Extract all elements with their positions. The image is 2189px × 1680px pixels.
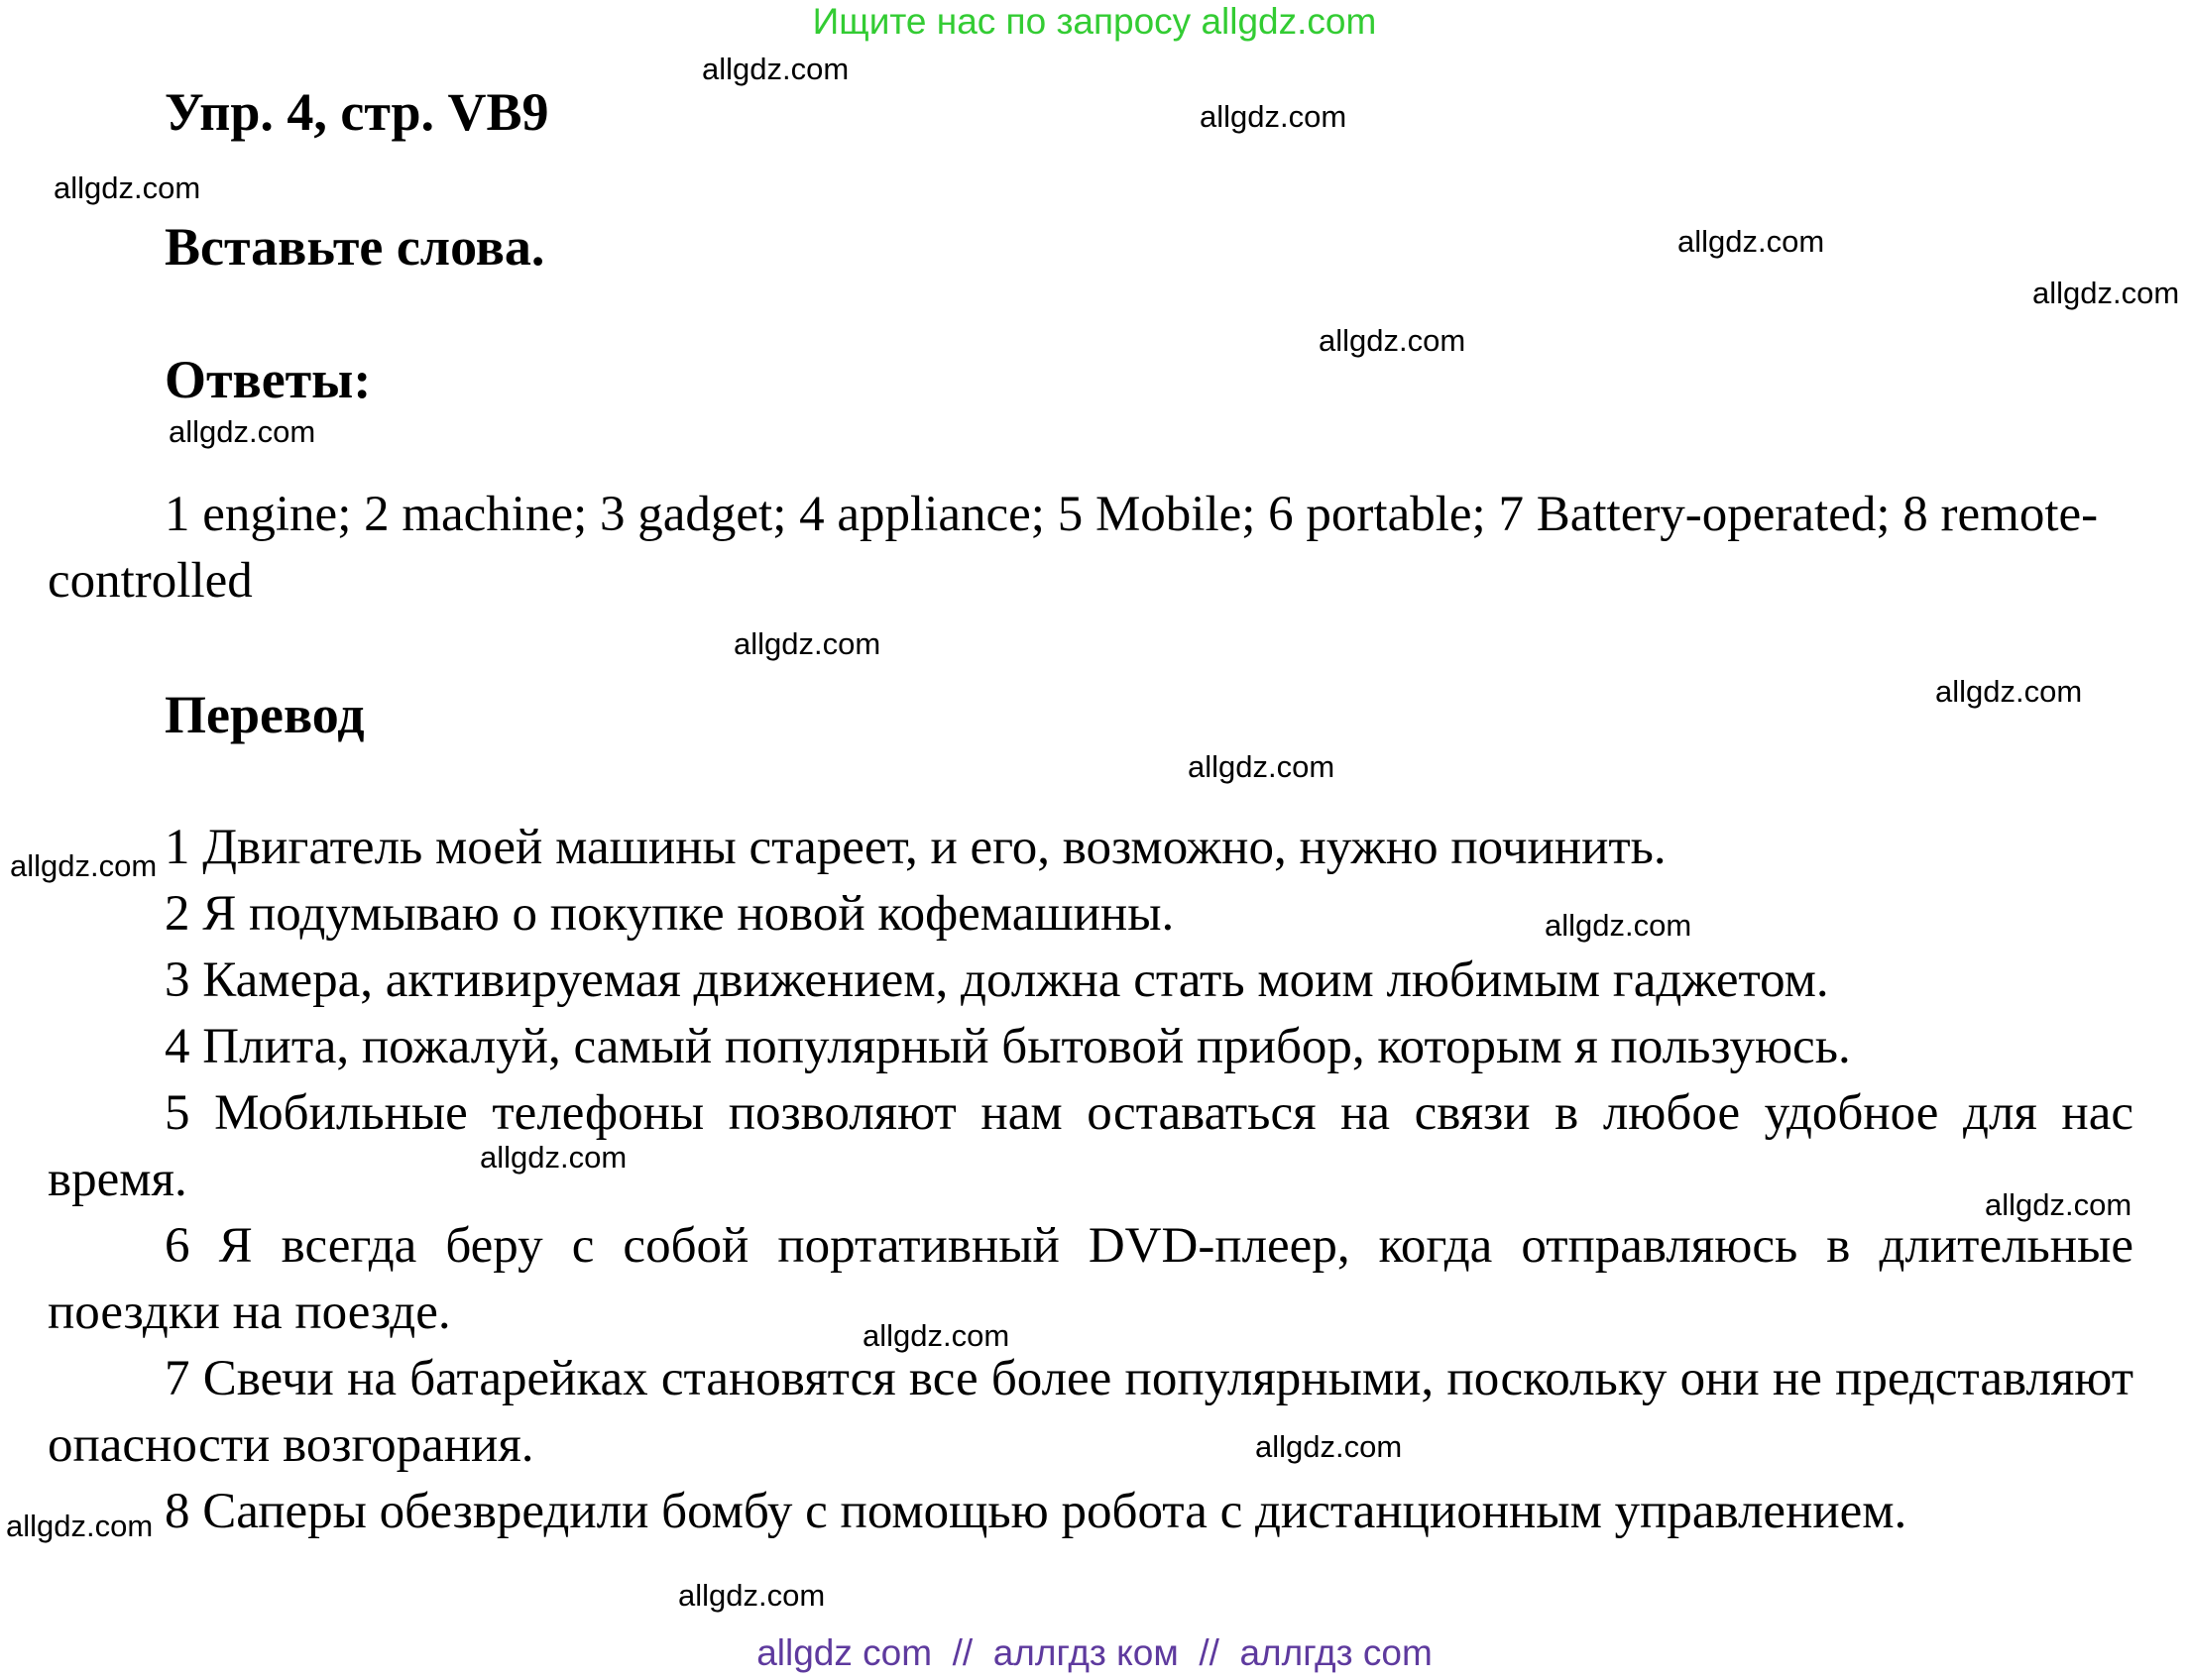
watermark: allgdz.com xyxy=(169,414,316,449)
watermark: allgdz.com xyxy=(1985,1187,2132,1222)
translation-item-1: 1 Двигатель моей машины стареет, и его, возможно, нужно починить. xyxy=(165,820,1667,875)
watermark: allgdz.com xyxy=(1545,908,1692,943)
bottom-banner[interactable]: allgdz com // аллгдз ком // аллгдз com xyxy=(756,1632,1433,1673)
watermark: allgdz.com xyxy=(1319,323,1466,358)
watermark: allgdz.com xyxy=(2032,276,2180,310)
translation-item-4: 4 Плита, пожалуй, самый популярный бытовой прибор, которым я пользуюсь. xyxy=(165,1019,1851,1074)
watermark: allgdz.com xyxy=(1935,674,2083,709)
watermark: allgdz.com xyxy=(702,52,850,86)
watermark: allgdz.com xyxy=(863,1318,1010,1353)
watermark: allgdz.com xyxy=(678,1578,826,1613)
watermark: allgdz.com xyxy=(10,848,158,883)
answers-block xyxy=(48,482,2133,615)
translation-item-7: 7 Свечи на батарейках становятся все более популярными, поскольку они не представляют опасности возгорания. xyxy=(48,1351,2133,1473)
instruction-heading: Вставьте слова. xyxy=(165,217,545,277)
translation-item-2: 2 Я подумываю о покупке новой кофемашины. xyxy=(165,886,1175,942)
watermark: allgdz.com xyxy=(1200,99,1347,134)
watermark: allgdz.com xyxy=(1255,1429,1403,1464)
translation-heading: Перевод xyxy=(165,685,365,744)
watermark: allgdz.com xyxy=(1677,224,1825,259)
translation-item-3: 3 Камера, активируемая движением, должна стать моим любимым гаджетом. xyxy=(165,952,1829,1008)
translation-item-5: 5 Мобильные телефоны позволяют нам оставаться на связи в любое удобное для нас время. xyxy=(48,1085,2133,1207)
watermark: allgdz.com xyxy=(1188,749,1335,784)
watermark: allgdz.com xyxy=(54,170,201,205)
watermark: allgdz.com xyxy=(480,1140,628,1175)
exercise-title: Упр. 4, стр. VB9 xyxy=(165,82,549,142)
watermark: allgdz.com xyxy=(734,626,881,661)
top-banner[interactable]: Ищите нас по запросу allgdz.com xyxy=(812,1,1377,42)
answers-text: 1 engine; 2 machine; 3 gadget; 4 appliance; 5 Mobile; 6 portable; 7 Battery-operated; 8 remote-controlled xyxy=(48,487,2099,609)
answers-heading: Ответы: xyxy=(165,350,372,409)
translation-item-6: 6 Я всегда беру с собой портативный DVD-плеер, когда отправляюсь в длительные поездки на поезде. xyxy=(48,1218,2133,1340)
translation-block xyxy=(48,815,2133,1545)
translation-item-8: 8 Саперы обезвредили бомбу с помощью робота с дистанционным управлением. xyxy=(165,1484,1907,1539)
watermark: allgdz.com xyxy=(6,1509,154,1543)
